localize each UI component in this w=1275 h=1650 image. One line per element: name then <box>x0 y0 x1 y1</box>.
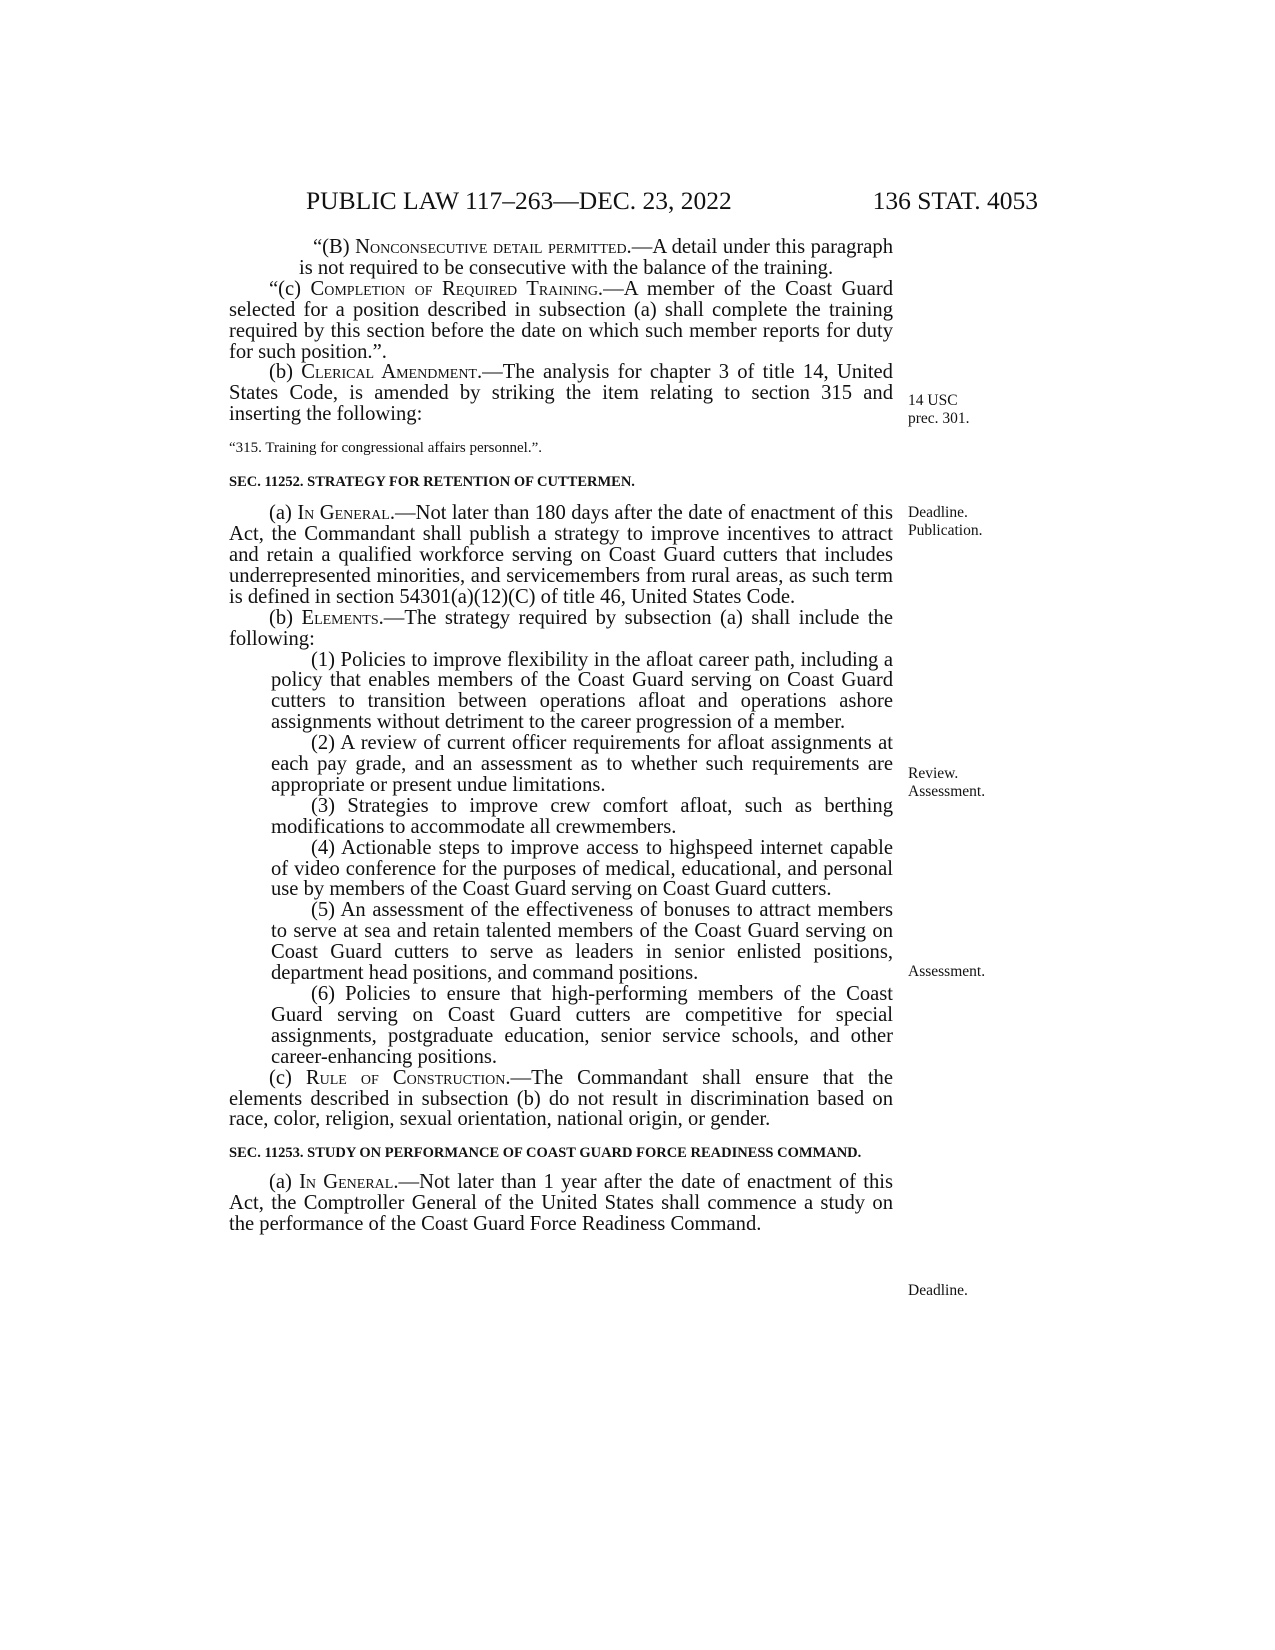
section-11252-title: SEC. 11252. STRATEGY FOR RETENTION OF CUTTERMEN. <box>229 474 635 491</box>
heading-in-general: In General. <box>297 502 395 525</box>
margin-note-assessment: Assessment. <box>908 963 986 980</box>
heading-rule-of-construction: Rule of Construction. <box>305 1066 511 1089</box>
page-header <box>306 186 1038 222</box>
paragraph-b-nonconsecutive: “(B) Nonconsecutive detail permitted.—A detail under this paragraph is not required to be consecutive with the balance of the training. <box>299 236 893 279</box>
paragraph-11252-c: (c) Rule of Construction.—The Commandant shall ensure that the elements described in subsection (b) do not result in discrimination based on race, color, religion, sexual orientation, national origin, or gender. <box>229 1066 893 1131</box>
paragraph-11253-a: (a) In General.—Not later than 1 year after the date of enactment of this Act, the Comptroller General of the United States shall commence a study on the performance of the Coast Guard Force Readiness Command. <box>229 1171 893 1236</box>
list-item-3: (3) Strategies to improve crew comfort afloat, such as berthing modifications to accommodate all crewmembers. <box>271 794 893 838</box>
paragraph-b-clerical: (b) Clerical Amendment.—The analysis for chapter 3 of title 14, United States Code, is amended by striking the item relating to section 315 and inserting the following: <box>229 361 893 426</box>
heading-nonconsecutive: Nonconsecutive detail permitted. <box>355 236 632 258</box>
paragraph-c-completion: “(c) Completion of Required Training.—A member of the Coast Guard selected for a position described in subsection (a) shall complete the training required by this section before the date on which such member reports for duty for such position.”. <box>229 277 894 363</box>
list-item-4: (4) Actionable steps to improve access to highspeed internet capable of video conference for the purposes of medical, educational, and personal use by members of the Coast Guard serving on Coast Guard cutters. <box>271 836 893 901</box>
public-law-citation: PUBLIC LAW 117–263—DEC. 23, 2022 <box>306 186 732 215</box>
list-item-2: (2) A review of current officer requirements for afloat assignments at each pay grade, and an assessment as to whether such requirements are appropriate or present undue limitations. <box>271 732 893 796</box>
section-11253-title: SEC. 11253. STUDY ON PERFORMANCE OF COAST GUARD FORCE READINESS COMMAND. <box>229 1145 862 1162</box>
list-item-5: (5) An assessment of the effectiveness of bonuses to attract members to serve at sea and retain talented members of the Coast Guard serving on Coast Guard cutters to serve as leaders in senior enlisted positions, department head positions, and command positions. <box>271 899 893 985</box>
statute-page-number: 136 STAT. 4053 <box>872 186 1038 215</box>
margin-note-usc: 14 USC prec. 301. <box>908 392 970 427</box>
margin-note-deadline: Deadline. <box>908 1282 968 1299</box>
heading-clerical: Clerical Amendment. <box>301 361 483 384</box>
margin-note-deadline-publication: Deadline. Publication. <box>908 504 983 539</box>
heading-elements: Elements. <box>301 606 384 629</box>
paragraph-11252-a: (a) In General.—Not later than 180 days after the date of enactment of this Act, the Commandant shall publish a strategy to improve incentives to attract and retain a qualified workforce serving on Coast Guard cutters that includes underrepresented minorities, and servicemembers from rural areas, as such term is defined in section 54301(a)(12)(C) of title 46, United States Code. <box>229 502 893 608</box>
document-body <box>229 237 893 1235</box>
list-item-1: (1) Policies to improve flexibility in the afloat career path, including a policy that enables members of the Coast Guard serving on Coast Guard cutters to transition between operations afloat and operations ashore assignments without detriment to the career progression of a member. <box>271 648 893 734</box>
item-315: “315. Training for congressional affairs personnel.”. <box>229 440 542 457</box>
paragraph-11252-b: (b) Elements.—The strategy required by subsection (a) shall include the following: <box>229 606 893 650</box>
heading-completion: Completion of Required Training. <box>310 277 604 300</box>
heading-in-general-2: In General. <box>299 1171 399 1194</box>
list-item-6: (6) Policies to ensure that high-performing members of the Coast Guard serving on Coast Guard cutters are competitive for special assignments, postgraduate education, senior service schools, and other career-enhancing positions. <box>271 983 893 1068</box>
margin-note-review-assessment: Review. Assessment. <box>908 765 986 800</box>
